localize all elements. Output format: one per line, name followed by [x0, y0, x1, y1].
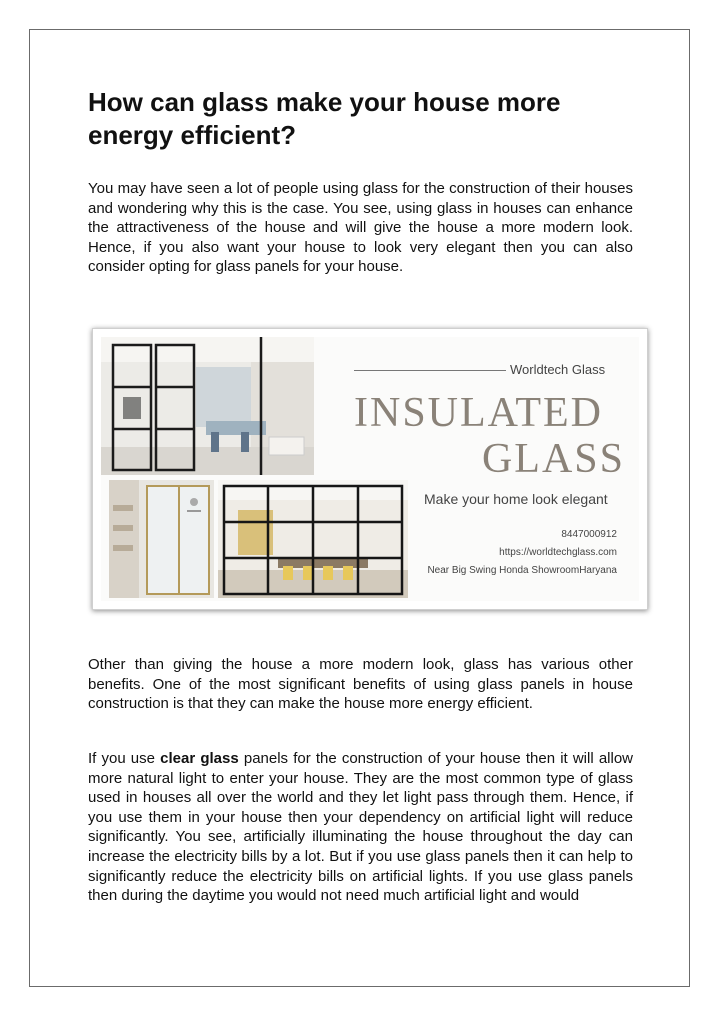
shower-glass-photo: [109, 480, 214, 598]
intro-paragraph: You may have seen a lot of people using glass for the construction of their houses and wondering why this is the case. You see, using glass in houses can enhance the attractiveness of the house and will give the house a more modern look. Hence, if you also want your house to look very elegant then you can also consider opting for glass panels for your house.: [88, 180, 633, 276]
clear-glass-term: clear glass: [160, 750, 239, 767]
brand-name: Worldtech Glass: [510, 362, 606, 377]
benefits-paragraph: Other than giving the house a more modern look, glass has various other benefits. One of the most significant benefits of using glass panels in house construction is that they can make the house more energy efficient.: [88, 656, 633, 713]
article-content: [88, 86, 633, 277]
banner-title-line1: INSULATED: [354, 390, 603, 436]
article-title: How can glass make your house more energy efficient?: [88, 87, 561, 150]
insulated-glass-banner: [92, 328, 648, 610]
dining-glass-grid-photo: [218, 480, 408, 598]
brand-divider: [354, 370, 506, 371]
banner-image: [101, 337, 639, 601]
clear-glass-lead: If you use: [88, 750, 161, 767]
banner-title-line2: GLASS: [481, 436, 625, 482]
banner-tagline: Make your home look elegant: [424, 491, 608, 507]
clear-glass-paragraph: [88, 749, 633, 906]
office-glass-partition-photo: [101, 337, 314, 475]
banner-phone: 8447000912: [561, 529, 617, 540]
banner-address: Near Big Swing Honda ShowroomHaryana: [427, 565, 617, 576]
banner-website: https://worldtechglass.com: [499, 547, 617, 558]
clear-glass-body: panels for the construction of your house then it will allow more natural light to enter your house. They are the most common type of glass used in houses all over the world and they let light pass through them. Hence, if you use them in your house then your dependency on artificial light will reduce significantly. You see, artificially illuminating the house throughout the day can increase the electricity bills by a lot. But if you use glass panels then it can help to significantly reduce the electricity bills on artificial lights. If you use glass panels then during the daytime you would not need much artificial light and would: [88, 750, 634, 905]
